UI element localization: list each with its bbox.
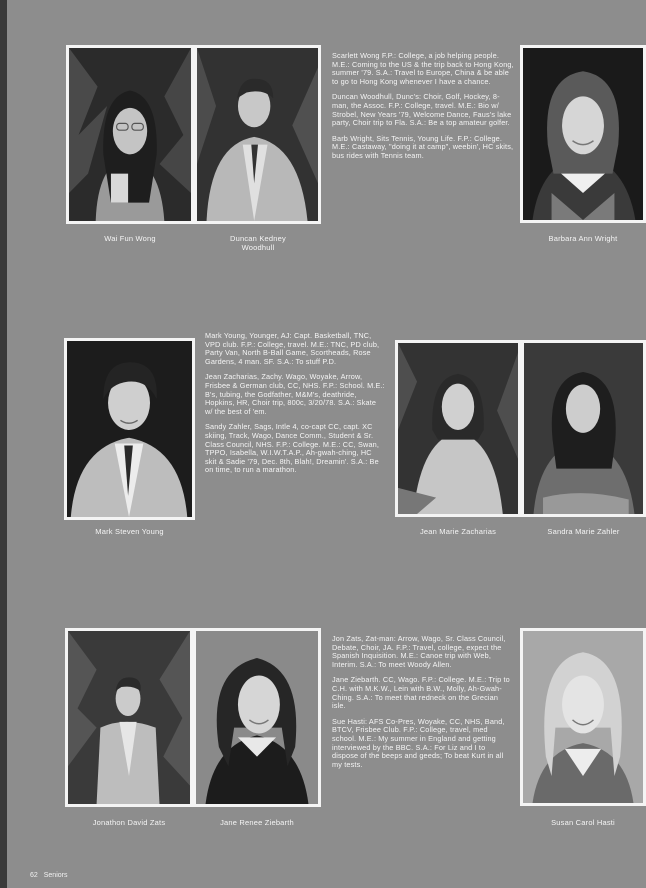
portrait-duncan-kedney-woodhull [194, 45, 321, 224]
bio-block-row3 [332, 635, 512, 776]
bio-sue-hasti: Sue Hasti: AFS Co-Pres, Woyake, CC, NHS, Band, BTCV, Frisbee Club. F.P.: College, travel, med school. M.E.: My summer in England and getting interviewed by the BBC. S.A.: For Liz and I to dispose of the beeps and geeds; To beat Kurt in all my tests. [332, 716, 505, 769]
caption-sandra-marie-zahler: Sandra Marie Zahler [547, 527, 620, 536]
portrait-jean-marie-zacharias [395, 340, 521, 517]
bio-mark-young: Mark Young, Younger, AJ: Capt. Basketball, TNC, VPD club. F.P.: College, travel. M.E.: TNC, PD club, Party Van, North B-Ball Game, Scortheads, Rose Gardens, 4 man. SF. S.A.: To stuff P.D. [205, 331, 380, 366]
section-label: Seniors [43, 872, 68, 879]
bio-block-row1 [332, 52, 514, 168]
bio-duncan-woodhull: Duncan Woodhull, Dunc's: Choir, Golf, Hockey, 8-man, the Assoc. F.P.: College, travel. M.E.: Bio w/ Strobel, New Years '79, Welcome Dance, Faus's lake party, Choir trip to Fla. S.A.: Be a top amateur golfer. [332, 92, 512, 128]
portrait-susan-carol-hasti [520, 628, 646, 806]
portrait-barbara-ann-wright [520, 45, 646, 223]
caption-jonathon-david-zats: Jonathon David Zats [92, 818, 166, 827]
bio-jon-zats: Jon Zats, Zat-man: Arrow, Wago, Sr. Class Council, Debate, Choir, JA. F.P.: Travel, college, expect the Spanish Inquisition. M.E.: Canoe trip with Web, Interim. S.A.: To meet Woody Allen. [332, 634, 506, 669]
page-footer [30, 872, 71, 879]
portrait-wai-fun-wong [66, 45, 194, 224]
bio-sandy-zahler: Sandy Zahler, Sags, Intle 4, co-capt CC, capt. XC skiing, Track, Wago, Dance Comm., Student & Sr. Class Council, NHS. F.P.: College. M.E.: CC, Swan, TPPO, Isabella, W.I.W.T.A.P., Ah-gwah-ching, HC skit & Sadie '79, Dec. 8th, Blah!, Dreamin'. S.A.: Be on time, to run a marathon. [205, 422, 380, 475]
caption-wai-fun-wong: Wai Fun Wong [104, 234, 156, 243]
bio-jean-zacharias: Jean Zacharias, Zachy. Wago, Woyake, Arrow, Frisbee & German club, CC, NHS. F.P.: School. M.E.: B's, tubing, the Godfather, M&M's, deathride, Hopkins, HR, Choir trip, 800c, 3/20/78. S.A.: Skate w/ the best of 'em. [205, 372, 385, 416]
bio-jane-ziebarth: Jane Ziebarth. CC, Wago. F.P.: College. M.E.: Trip to C.H. with M.K.W., Lein with B.W., Molly, Ah-Gwah-Ching. S.A.: To meet that redneck on the Grecian isle. [332, 675, 510, 711]
portrait-sandra-marie-zahler [521, 340, 646, 517]
page-number: 62 [30, 872, 38, 879]
bio-scarlett-wong: Scarlett Wong F.P.: College, a job helping people. M.E.: Coming to the US & the trip back to Hong Kong, summer '79. S.A.: Travel to Europe, China & be able to go to Hong Kong whenever I have a chance. [332, 51, 514, 86]
bio-barb-wright: Barb Wright, Sits Tennis, Young Life. F.P.: College. M.E.: Castaway, "doing it at camp", weebin', HC skits, bus rides with Tennis team. [332, 133, 514, 160]
caption-jean-marie-zacharias: Jean Marie Zacharias [419, 527, 497, 536]
caption-jane-renee-ziebarth: Jane Renee Ziebarth [220, 818, 294, 827]
page-binding-shadow [0, 0, 7, 888]
portrait-jane-renee-ziebarth [193, 628, 321, 807]
caption-duncan-kedney-woodhull: Duncan Kedney Woodhull [230, 234, 286, 252]
bio-block-row2 [205, 332, 385, 482]
portrait-mark-steven-young [64, 338, 195, 520]
caption-susan-carol-hasti: Susan Carol Hasti [551, 818, 615, 827]
portrait-jonathon-david-zats [65, 628, 193, 807]
caption-barbara-ann-wright: Barbara Ann Wright [548, 234, 618, 243]
caption-mark-steven-young: Mark Steven Young [95, 527, 164, 536]
